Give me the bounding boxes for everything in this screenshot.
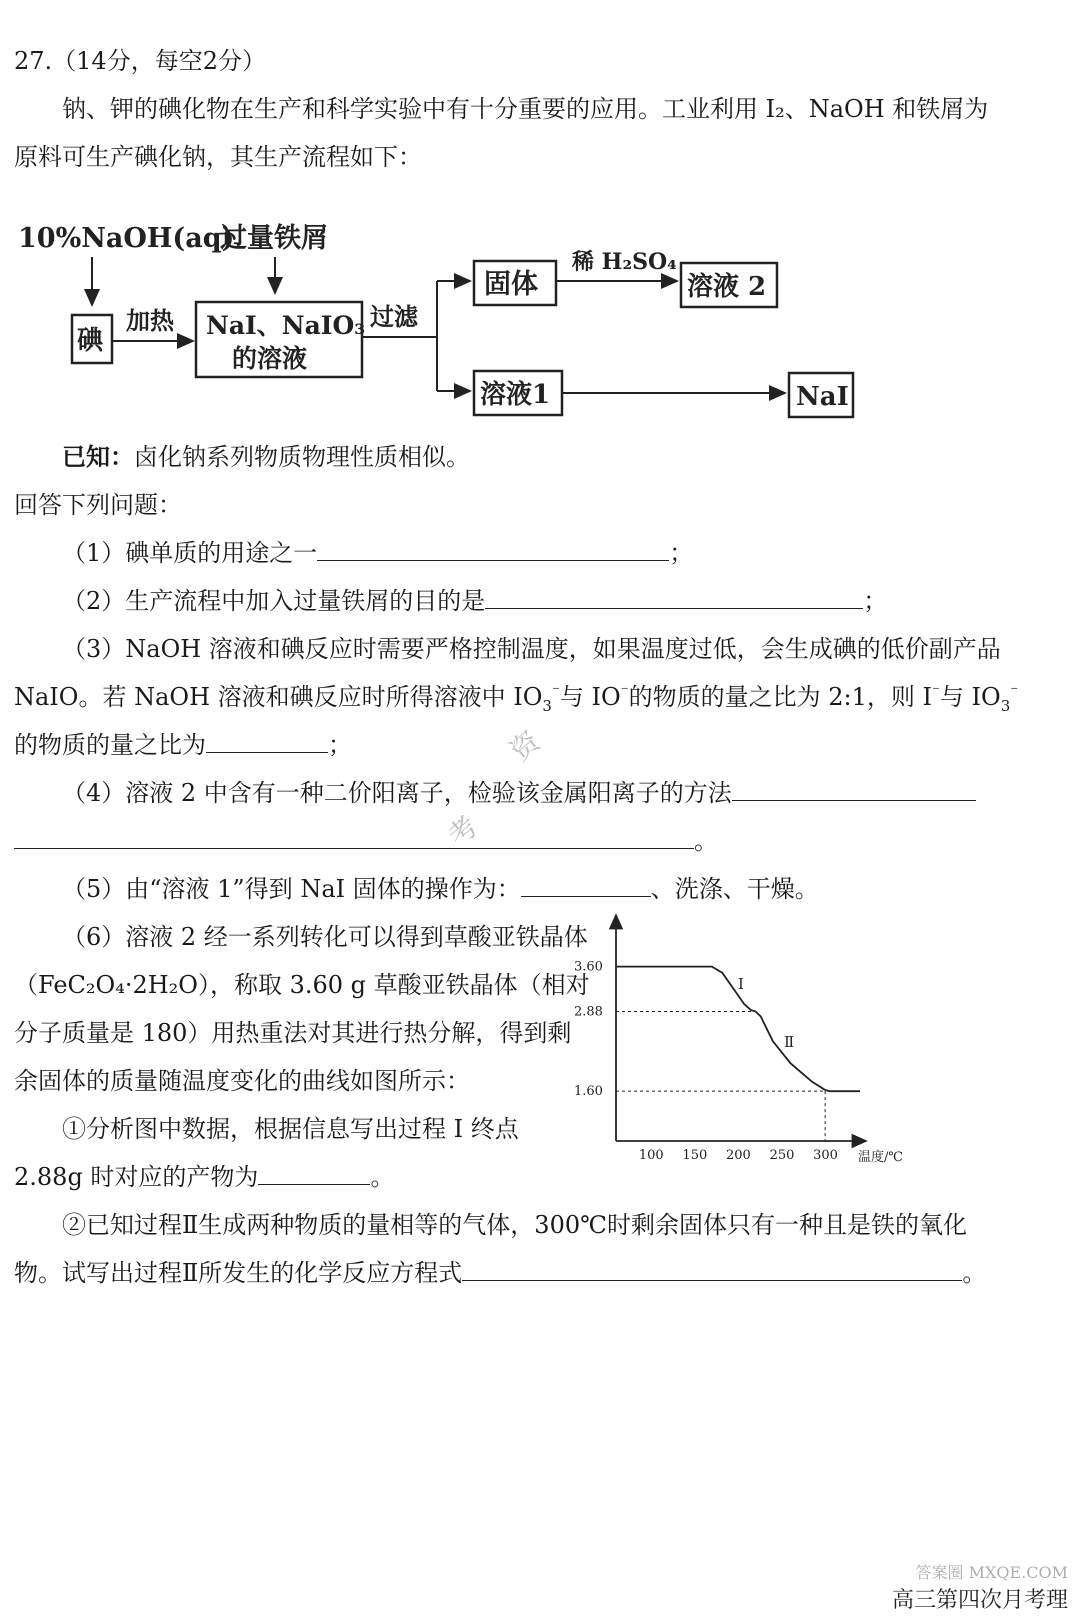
q3-answer-blank[interactable] (206, 728, 328, 753)
q6-line-4: 余固体的质量随温度变化的曲线如图所示： (14, 1067, 470, 1095)
thermogravimetric-chart (570, 905, 920, 1175)
q6-sub1-end: 。 (370, 1163, 395, 1191)
q1-line (62, 536, 693, 570)
reagent-naoh: 10%NaOH(aq) (18, 223, 235, 254)
site-watermark: 答案圈 MXQE.COM (915, 1563, 1068, 1582)
watermark-glyphs-2: 考 (441, 809, 485, 853)
intro-line-1: 钠、钾的碘化物在生产和科学实验中有十分重要的应用。工业利用 I₂、NaOH 和铁屑为 (62, 95, 989, 123)
q5-line (62, 872, 819, 906)
q3-line2-b: 与 IO (559, 683, 621, 711)
q4-text: （4）溶液 2 中含有一种二价阳离子，检验该金属阳离子的方法 (62, 779, 732, 807)
nai-label: NaI (796, 382, 849, 412)
q6-sub1-text: 2.88g 时对应的产物为 (14, 1163, 259, 1191)
x-tick-100: 100 (638, 1148, 664, 1163)
q6-sub1-line-1: ①分析图中数据，根据信息写出过程 Ⅰ 终点 (62, 1115, 519, 1143)
solution2-label: 溶液 2 (687, 272, 767, 302)
q3-end: ； (328, 731, 352, 759)
q5-text: （5）由“溶液 1”得到 NaI 固体的操作为： (62, 875, 521, 903)
q6-sub2-answer-blank[interactable] (462, 1256, 962, 1281)
q3-sup-minus-1: ⁻ (551, 682, 560, 700)
q3-line2-a: NaIO。若 NaOH 溶液和碘反应时所得溶液中 IO (14, 683, 543, 711)
q1-text: （1）碘单质的用途之一 (62, 539, 318, 567)
q6-sub1-line-2 (14, 1160, 394, 1194)
watermark-glyphs: 资 (503, 724, 547, 768)
footer-text: 高三第四次月考理 (891, 1588, 1068, 1613)
q6-line-1: （6）溶液 2 经一系列转化可以得到草酸亚铁晶体 (62, 923, 588, 951)
q4-answer-blank-2[interactable] (14, 824, 694, 849)
q2-answer-blank[interactable] (485, 584, 863, 609)
known-line (62, 440, 470, 474)
question-header: 27.（14分，每空2分） (14, 47, 266, 75)
q3-sup-minus-2: ⁻ (620, 682, 629, 700)
q2-text: （2）生产流程中加入过量铁屑的目的是 (62, 587, 486, 615)
known-text: 卤化钠系列物质物理性质相似。 (134, 443, 470, 471)
q6-sub2-line-1: ②已知过程Ⅱ生成两种物质的量相等的气体，300℃时剩余固体只有一种且是铁的氧化 (62, 1211, 967, 1239)
q6-sub2-line-2 (14, 1256, 986, 1290)
known-label: 已知： (62, 442, 134, 471)
solid-label: 固体 (484, 269, 538, 300)
y-tick-3.60: 3.60 (574, 959, 603, 975)
solution-label: 的溶液 (232, 344, 308, 373)
x-tick-250: 250 (769, 1148, 795, 1163)
q5-end: 、洗涤、干燥。 (650, 875, 819, 903)
q3-line2-c: 的物质的量之比为 2:1，则 I (628, 683, 932, 711)
flow-diagram (0, 205, 900, 425)
q4-line (62, 776, 976, 810)
q6-sub2-text: 物。试写出过程Ⅱ所发生的化学反应方程式 (14, 1259, 463, 1287)
answer-prompt: 回答下列问题： (14, 491, 182, 519)
q3-line-3 (14, 728, 352, 762)
solution1-label: 溶液1 (480, 380, 551, 410)
q5-answer-blank[interactable] (521, 872, 651, 897)
x-tick-300: 300 (813, 1148, 838, 1163)
y-tick-2.88: 2.88 (574, 1004, 603, 1020)
heat-label: 加热 (126, 306, 174, 335)
nai-naio3-label: NaI、NaIO₃ (206, 311, 366, 340)
q3-sub-3b: 3 (1000, 696, 1011, 715)
q3-sup-minus-3: ⁻ (931, 682, 940, 700)
q1-answer-blank[interactable] (317, 536, 669, 561)
q2-line (62, 584, 887, 618)
iodine-label: 碘 (77, 326, 104, 356)
q2-end: ； (863, 587, 888, 615)
q6-line-2: （FeC₂O₄·2H₂O），称取 3.60 g 草酸亚铁晶体（相对 (14, 971, 590, 999)
footer (892, 1560, 1068, 1614)
q4-end: 。 (694, 827, 718, 855)
x-axis-label: 温度/℃ (858, 1150, 903, 1165)
q3-line-1: （3）NaOH 溶液和碘反应时需要严格控制温度，如果温度过低，会生成碘的低价副产品 (62, 635, 1001, 663)
q3-sub-3: 3 (542, 696, 552, 715)
filter-label: 过滤 (370, 302, 418, 331)
q1-end: ； (669, 539, 694, 567)
q3-line3-text: 的物质的量之比为 (14, 731, 206, 759)
q4-line-2 (14, 824, 718, 858)
label-process-2: Ⅱ (784, 1033, 795, 1051)
q6-sub1-answer-blank[interactable] (258, 1160, 370, 1185)
q3-sup-minus-4: ⁻ (1010, 682, 1019, 700)
reagent-iron: 过量铁屑 (220, 223, 328, 254)
q3-line-2 (14, 680, 1018, 714)
x-tick-200: 200 (726, 1148, 751, 1163)
label-process-1: Ⅰ (738, 975, 744, 993)
q4-answer-blank-1[interactable] (732, 776, 976, 801)
y-tick-1.60: 1.60 (574, 1084, 603, 1100)
q6-line-3: 分子质量是 180）用热重法对其进行热分解，得到剩 (14, 1019, 572, 1047)
intro-line-2: 原料可生产碘化钠，其生产流程如下： (14, 143, 422, 171)
q6-sub2-end: 。 (962, 1259, 987, 1287)
x-tick-150: 150 (682, 1148, 708, 1163)
acid-label: 稀 H₂SO₄ (572, 249, 677, 275)
q3-line2-d: 与 IO (939, 683, 1001, 711)
